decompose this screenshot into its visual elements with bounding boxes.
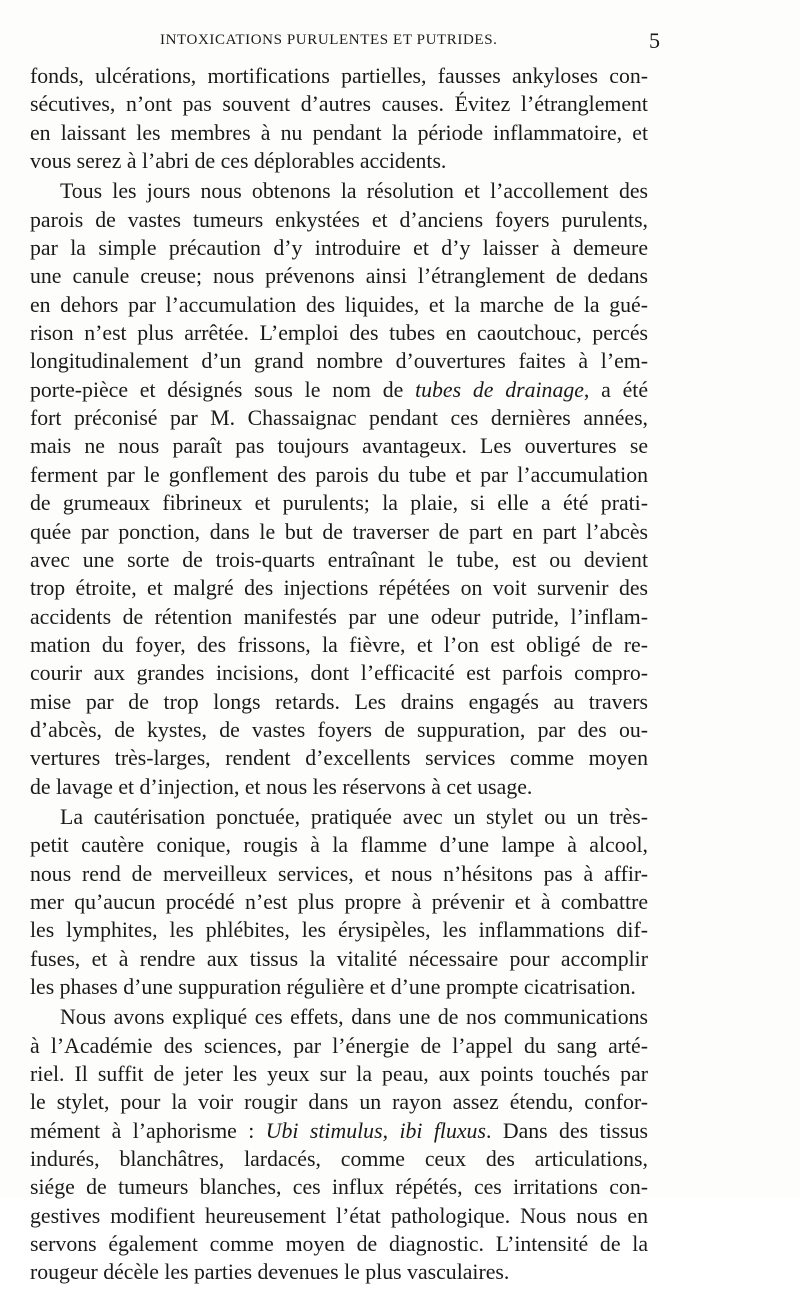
- text-line: rougeur décèle les parties devenues le plus vasculaires.: [30, 1260, 510, 1285]
- text-line: nous rend de merveilleux services, et nous n’hésitons pas à affir-: [30, 861, 648, 886]
- paragraph-4: [30, 1003, 648, 1286]
- text-line: riel. Il suffit de jeter les yeux sur la peau, aux points touchés par: [30, 1062, 648, 1087]
- text-line: de grumeaux fibrineux et purulents; la plaie, si elle a été prati-: [30, 491, 648, 516]
- text-line: servons également comme moyen de diagnostic. L’intensité de la: [30, 1232, 648, 1257]
- text-line: vous serez à l’abri de ces déplorables accidents.: [30, 149, 447, 174]
- text-line: parois de vastes tumeurs enkystées et d’anciens foyers purulents,: [30, 207, 648, 232]
- text-line: [30, 376, 648, 404]
- text-line: fort préconisé par M. Chassaignac pendant ces dernières années,: [30, 406, 648, 431]
- italic-term: ibi fluxus: [399, 1118, 486, 1143]
- italic-term: tubes de drainage: [415, 377, 584, 402]
- italic-term: Ubi stimulus: [265, 1118, 383, 1143]
- text-run: mément à l’aphorisme :: [30, 1118, 266, 1143]
- text-line: mise par de trop longs retards. Les drains engagés au travers: [30, 689, 648, 714]
- text-line: petit cautère conique, rougis à la flamme d’une lampe à alcool,: [30, 833, 648, 858]
- paragraph-2: [30, 177, 648, 801]
- text-line: les phases d’une suppuration régulière et d’une prompte cicatrisation.: [30, 975, 636, 999]
- text-run: ,: [382, 1118, 400, 1143]
- text-run: , a été: [583, 377, 649, 402]
- text-line: les lymphites, les phlébites, les érysipèles, les inflammations dif-: [30, 918, 648, 943]
- text-line: à l’Académie des sciences, par l’énergie de l’appel du sang arté-: [30, 1033, 648, 1058]
- text-line: Nous avons expliqué ces effets, dans une de nos communications: [60, 1005, 648, 1030]
- text-line: vertures très-larges, rendent d’excellents services comme moyen: [30, 746, 648, 771]
- running-head: [30, 28, 660, 58]
- text-line: gestives modifient heureusement l’état pathologique. Nous nous en: [30, 1203, 648, 1228]
- text-line: fuses, et à rendre aux tissus la vitalité nécessaire pour accomplir: [30, 946, 648, 971]
- text-line: de lavage et d’injection, et nous les réservons à cet usage.: [30, 774, 533, 799]
- text-line: d’abcès, de kystes, de vastes foyers de suppuration, par des ou-: [30, 717, 648, 742]
- text-line: ferment par le gonflement des parois du tube et par l’accumulation: [30, 462, 648, 487]
- text-line: en laissant les membres à nu pendant la période inflammatoire, et: [30, 120, 648, 145]
- text-line: fonds, ulcérations, mortifications partielles, fausses ankyloses con-: [30, 64, 648, 88]
- text-line: mer qu’aucun procédé n’est plus propre à prévenir et à combattre: [30, 889, 648, 914]
- paragraph-1: [30, 62, 648, 175]
- text-line: accidents de rétention manifestés par une odeur putride, l’inflam-: [30, 604, 648, 629]
- text-line: le stylet, pour la voir rougir dans un rayon assez étendu, confor-: [30, 1090, 648, 1115]
- text-line: sécutives, n’ont pas souvent d’autres causes. Évitez l’étranglement: [30, 92, 648, 117]
- text-line: trop étroite, et malgré des injections répétées on voit survenir des: [30, 576, 648, 601]
- text-line: longitudinalement d’un grand nombre d’ouvertures faites à l’em-: [30, 349, 648, 374]
- paragraph-3: [30, 803, 648, 1001]
- text-run: . Dans des tissus: [485, 1118, 648, 1143]
- text-line: une canule creuse; nous prévenons ainsi l’étranglement de dedans: [30, 264, 648, 289]
- text-line: mation du foyer, des frissons, la fièvre, et l’on est obligé de re-: [30, 632, 648, 657]
- text-line: courir aux grandes incisions, dont l’efficacité est parfois compro-: [30, 661, 648, 686]
- text-line: avec une sorte de trois-quarts entraînant le tube, est ou devient: [30, 547, 648, 572]
- text-line: rison n’est plus arrêtée. L’emploi des tubes en caoutchouc, percés: [30, 321, 648, 346]
- page-number: 5: [649, 28, 660, 53]
- text-line: Tous les jours nous obtenons la résolution et l’accollement des: [60, 179, 648, 204]
- text-line: siége de tumeurs blanches, ces influx répétés, ces irritations con-: [30, 1175, 648, 1200]
- text-line: La cautérisation ponctuée, pratiquée avec un stylet ou un très-: [60, 804, 648, 829]
- running-title: INTOXICATIONS PURULENTES ET PUTRIDES.: [160, 32, 498, 48]
- text-run: porte-pièce et désignés sous le nom de: [30, 377, 416, 402]
- text-line: [30, 1117, 648, 1145]
- text-line: quée par ponction, dans le but de traverser de part en part l’abcès: [30, 519, 648, 544]
- text-line: mais ne nous paraît pas toujours avantageux. Les ouvertures se: [30, 434, 648, 459]
- text-line: en dehors par l’accumulation des liquides, et la marche de la gué-: [30, 292, 648, 317]
- body-text: [30, 62, 648, 1289]
- text-line: par la simple précaution d’y introduire et d’y laisser à demeure: [30, 236, 648, 261]
- text-line: indurés, blanchâtres, lardacés, comme ceux des articulations,: [30, 1147, 648, 1172]
